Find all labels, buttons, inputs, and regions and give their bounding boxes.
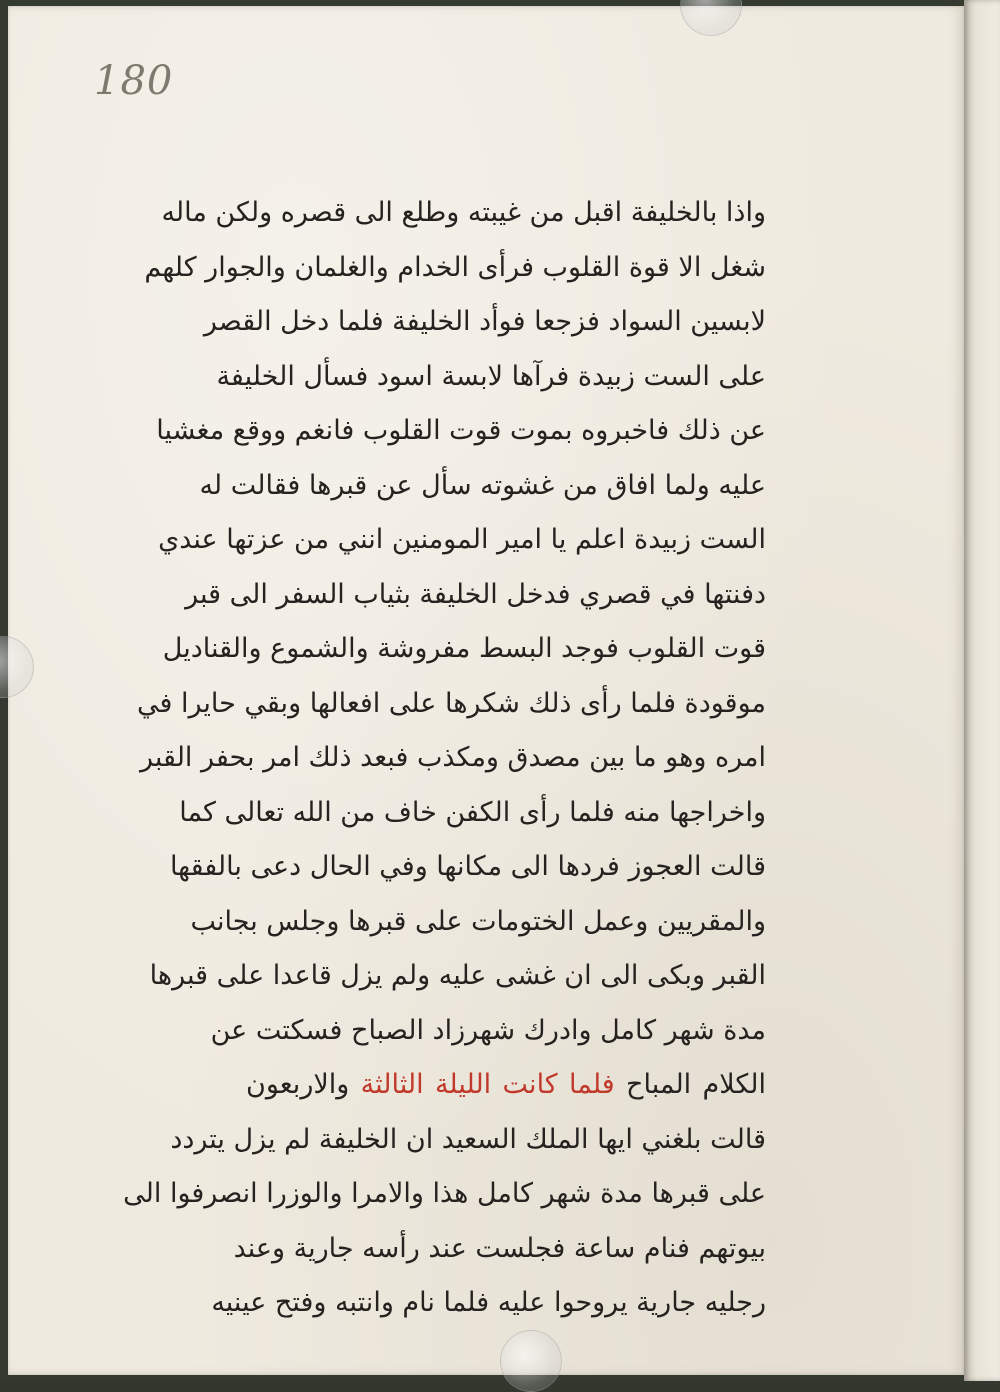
text-line: قالت بلغني ايها الملك السعيد ان الخليفة لم يزل يتردد (170, 1123, 766, 1155)
text-line: واذا بالخليفة اقبل من غيبته وطلع الى قصره ولكن ماله (161, 197, 766, 228)
text-line-with-rubric (246, 1058, 766, 1113)
text-line: واخراجها منه فلما رأى الكفن خاف من الله تعالى كما (179, 796, 766, 828)
text-line: عليه ولما افاق من غشوته سأل عن قبرها فقالت له (199, 469, 766, 501)
text-line-post: والاربعون (246, 1069, 361, 1100)
text-line: الست زبيدة اعلم يا امير المومنين انني من عزتها عندي (158, 524, 766, 555)
manuscript-text-block (123, 186, 766, 1331)
adjacent-page-edge (964, 0, 1000, 1381)
text-line: لابسين السواد فزجعا فوأد الخليفة فلما دخل القصر (203, 306, 766, 337)
text-line: رجليه جارية يروحوا عليه فلما نام وانتبه وفتح عينيه (211, 1287, 766, 1318)
text-line: عن ذلك فاخبروه بموت قوت القلوب فانغم ووقع مغشيا (156, 415, 766, 446)
rubric-night-heading: فلما كانت الليلة الثالثة (360, 1069, 615, 1100)
text-line: على قبرها مدة شهر كامل هذا والامرا والوزرا انصرفوا الى (123, 1178, 766, 1209)
text-line: مدة شهر كامل وادرك شهرزاد الصباح فسكتت عن (210, 1014, 766, 1046)
text-line: قوت القلوب فوجد البسط مفروشة والشموع والقناديل (162, 633, 766, 664)
text-line: موقودة فلما رأى ذلك شكرها على افعالها وبقي حايرا في (136, 687, 766, 719)
clip-bottom-right (500, 1330, 562, 1392)
text-line: امره وهو ما بين مصدق ومكذب فبعد ذلك امر بحفر القبر (139, 742, 766, 773)
text-line: على الست زبيدة فرآها لابسة اسود فسأل الخليفة (216, 360, 766, 392)
text-line: القبر وبكى الى ان غشى عليه ولم يزل قاعدا على قبرها (149, 960, 766, 991)
text-line: شغل الا قوة القلوب فرأى الخدام والغلمان والجوار كلهم (144, 251, 766, 283)
manuscript-page (8, 6, 964, 1375)
folio-number: 180 (94, 58, 174, 104)
text-line: بيوتهم فنام ساعة فجلست عند رأسه جارية وعند (233, 1232, 766, 1264)
text-line: دفنتها في قصري فدخل الخليفة بثياب السفر الى قبر (185, 578, 766, 610)
text-line: قالت العجوز فردها الى مكانها وفي الحال دعى بالفقها (169, 851, 766, 882)
text-line-pre: الكلام المباح (614, 1069, 766, 1100)
text-line: والمقريين وعمل الختومات على قبرها وجلس بجانب (190, 905, 766, 937)
